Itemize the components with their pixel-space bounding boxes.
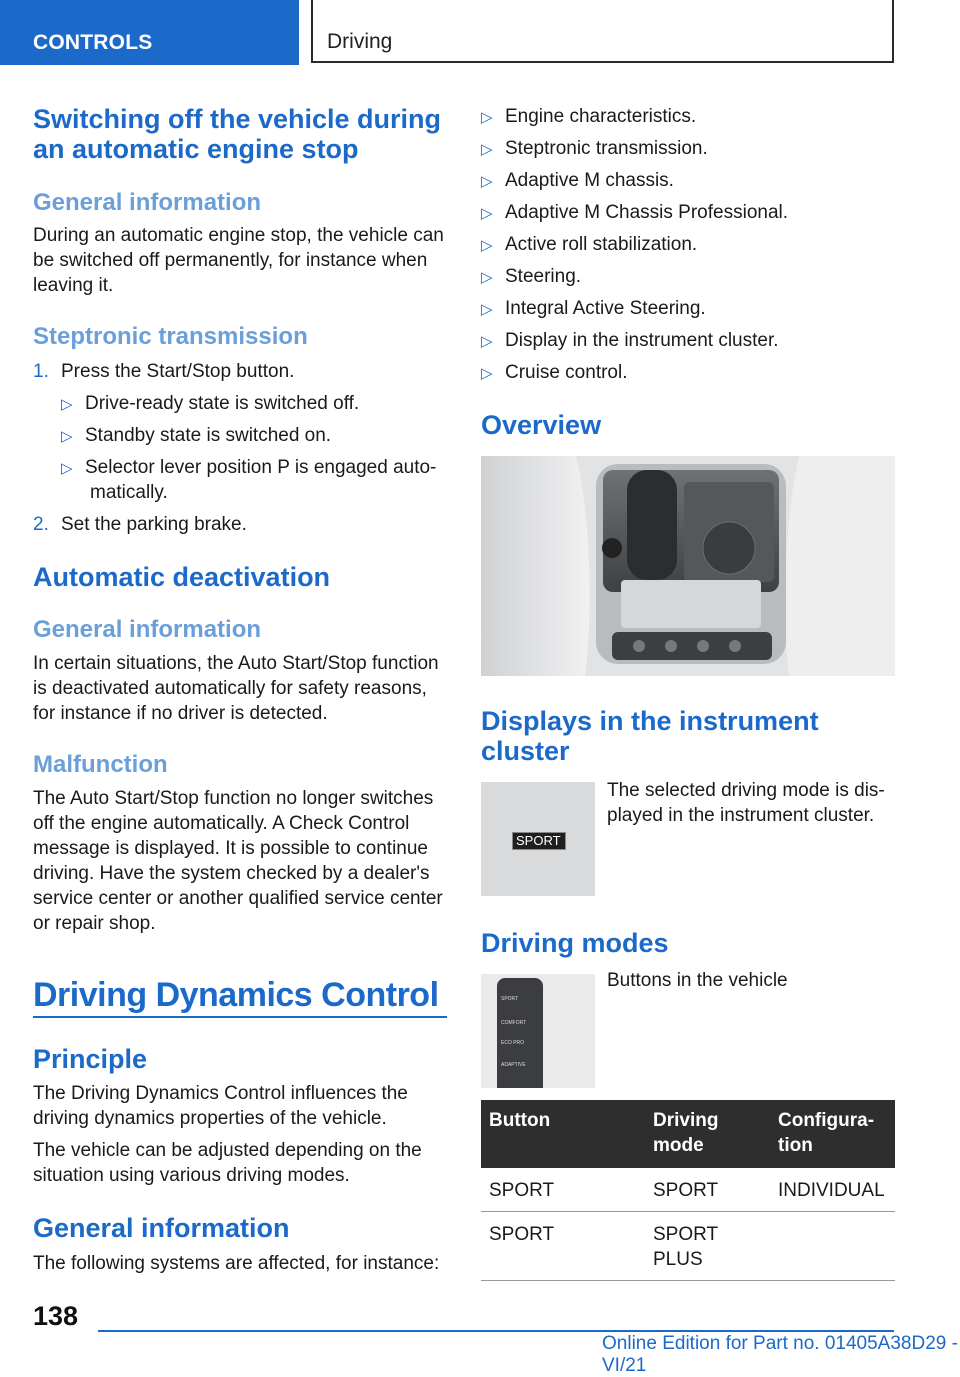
paragraph-driving-modes: Buttons in the vehicle <box>607 970 788 991</box>
table-cell: SPORT <box>481 1168 645 1212</box>
sport-badge-label: SPORT <box>516 833 561 848</box>
list-item-text: Cruise control. <box>505 362 628 383</box>
heading-principle: Principle <box>33 1044 148 1074</box>
triangle-bullet-icon: ▷ <box>61 460 73 477</box>
list-item-text: Steering. <box>505 266 582 287</box>
center-console-illustration <box>481 456 895 676</box>
list-item-text: Display in the instrument cluster. <box>505 330 779 351</box>
driving-mode-buttons-photo <box>481 974 595 1088</box>
list-item-text: Active roll stabilization. <box>505 234 698 255</box>
steps-list <box>33 359 453 544</box>
table-header-driving-mode: Driving mode <box>645 1100 770 1168</box>
step-text: Set the parking brake. <box>61 514 247 535</box>
heading-general-information-1: General information <box>33 189 262 216</box>
chapter-tab <box>311 0 894 63</box>
heading-malfunction: Malfunction <box>33 751 168 778</box>
paragraph-general-information-3: The following systems are affected, for instance: <box>33 1253 440 1274</box>
heading-steptronic: Steptronic transmission <box>33 323 308 350</box>
table-row <box>481 1212 895 1281</box>
heading-automatic-deactivation: Automatic deactivation <box>33 562 331 592</box>
paragraph-displays-line-2: played in the instrument cluster. <box>607 805 875 826</box>
heading-overview: Overview <box>481 410 602 440</box>
triangle-bullet-icon: ▷ <box>481 333 493 350</box>
mode-button-eco-pro: ECO PRO <box>501 1040 525 1046</box>
list-item <box>33 512 453 544</box>
edition-footer: Online Edition for Part no. 01405A38D29 - VI/21 <box>602 1333 958 1376</box>
bullet-text: Drive-ready state is switched off. <box>85 393 360 414</box>
bullet-text: matically. <box>90 482 168 503</box>
footer-divider <box>98 1330 894 1332</box>
paragraph-principle-1: The Driving Dynamics Control influences the driving dynamics properties of the vehicle. <box>33 1083 408 1129</box>
list-item <box>481 328 895 360</box>
step-text: Press the Start/Stop button. <box>61 361 295 382</box>
list-item-text: Integral Active Steering. <box>505 298 706 319</box>
list-item <box>481 264 895 296</box>
table-cell: INDIVIDUAL <box>770 1168 895 1212</box>
heading-driving-dynamics-control: Driving Dynamics Control <box>33 976 439 1014</box>
paragraph-malfunction: The Auto Start/Stop function no longer switches off the engine automatically. A Check Control message is displayed. It is possible to continue driving. Have the system checked by a dealer's service center or another qualified service center or repair shop. <box>33 788 443 934</box>
triangle-bullet-icon: ▷ <box>61 428 73 445</box>
paragraph-general-information-2: In certain situations, the Auto Start/Stop function is deactivated automatically for safety reasons, for instance if no driver is detected. <box>33 653 439 724</box>
list-item <box>481 360 895 392</box>
list-item-text: Adaptive M chassis. <box>505 170 674 191</box>
table-cell: SPORT <box>645 1168 770 1212</box>
triangle-bullet-icon: ▷ <box>481 141 493 158</box>
triangle-bullet-icon: ▷ <box>481 269 493 286</box>
table-cell: SPORT <box>481 1212 645 1281</box>
list-item <box>481 104 895 136</box>
paragraph-general-information-1: During an automatic engine stop, the vehicle can be switched off permanently, for instance when leaving it. <box>33 225 444 296</box>
table-header-button: Button <box>481 1100 645 1168</box>
list-item-continuation <box>33 480 453 512</box>
paragraph-principle-2: The vehicle can be adjusted depending on the situation using various driving modes. <box>33 1140 422 1186</box>
list-item <box>481 168 895 200</box>
section-tab <box>0 0 299 65</box>
triangle-bullet-icon: ▷ <box>61 396 73 413</box>
page-number: 138 <box>33 1301 79 1331</box>
table-cell: SPORT PLUS <box>645 1212 770 1281</box>
section-divider <box>33 1016 447 1018</box>
triangle-bullet-icon: ▷ <box>481 237 493 254</box>
list-item <box>33 391 453 423</box>
systems-list <box>481 104 895 392</box>
list-item-text: Adaptive M Chassis Professional. <box>505 202 789 223</box>
table-cell <box>770 1212 895 1281</box>
triangle-bullet-icon: ▷ <box>481 205 493 222</box>
triangle-bullet-icon: ▷ <box>481 365 493 382</box>
section-title: CONTROLS <box>33 31 153 54</box>
list-item <box>481 232 895 264</box>
step-number: 2. <box>33 514 49 535</box>
heading-displays-instrument-cluster: Displays in the instrument cluster <box>481 706 819 766</box>
list-item <box>481 136 895 168</box>
list-item <box>481 296 895 328</box>
paragraph-displays-line-1: The selected driving mode is dis- <box>607 780 885 801</box>
triangle-bullet-icon: ▷ <box>481 301 493 318</box>
list-item <box>33 455 453 480</box>
driving-modes-table <box>481 1100 895 1281</box>
list-item <box>481 200 895 232</box>
list-item <box>33 359 453 391</box>
triangle-bullet-icon: ▷ <box>481 109 493 126</box>
mode-button-adaptive: ADAPTIVE <box>501 1062 526 1068</box>
button-strip <box>497 978 543 1088</box>
table-header-configuration: Configura- tion <box>770 1100 895 1168</box>
instrument-cluster-photo <box>481 782 595 896</box>
mode-button-sport: SPORT <box>501 996 519 1002</box>
table-row <box>481 1168 895 1212</box>
step-number: 1. <box>33 361 49 382</box>
mode-button-comfort: COMFORT <box>501 1020 527 1026</box>
table-header-row <box>481 1100 895 1168</box>
chapter-title: Driving <box>327 30 393 53</box>
bullet-text: Selector lever position P is engaged auto- <box>85 457 437 478</box>
heading-general-information-2: General information <box>33 616 262 643</box>
triangle-bullet-icon: ▷ <box>481 173 493 190</box>
list-item-text: Steptronic transmission. <box>505 138 708 159</box>
bullet-text: Standby state is switched on. <box>85 425 332 446</box>
heading-general-information-3: General information <box>33 1213 290 1243</box>
center-console-photo <box>481 456 895 676</box>
sport-badge <box>512 832 566 850</box>
list-item <box>33 423 453 455</box>
list-item-text: Engine characteristics. <box>505 106 697 127</box>
heading-switching-off: Switching off the vehicle during an automatic engine stop <box>33 104 442 164</box>
heading-driving-modes: Driving modes <box>481 928 669 958</box>
